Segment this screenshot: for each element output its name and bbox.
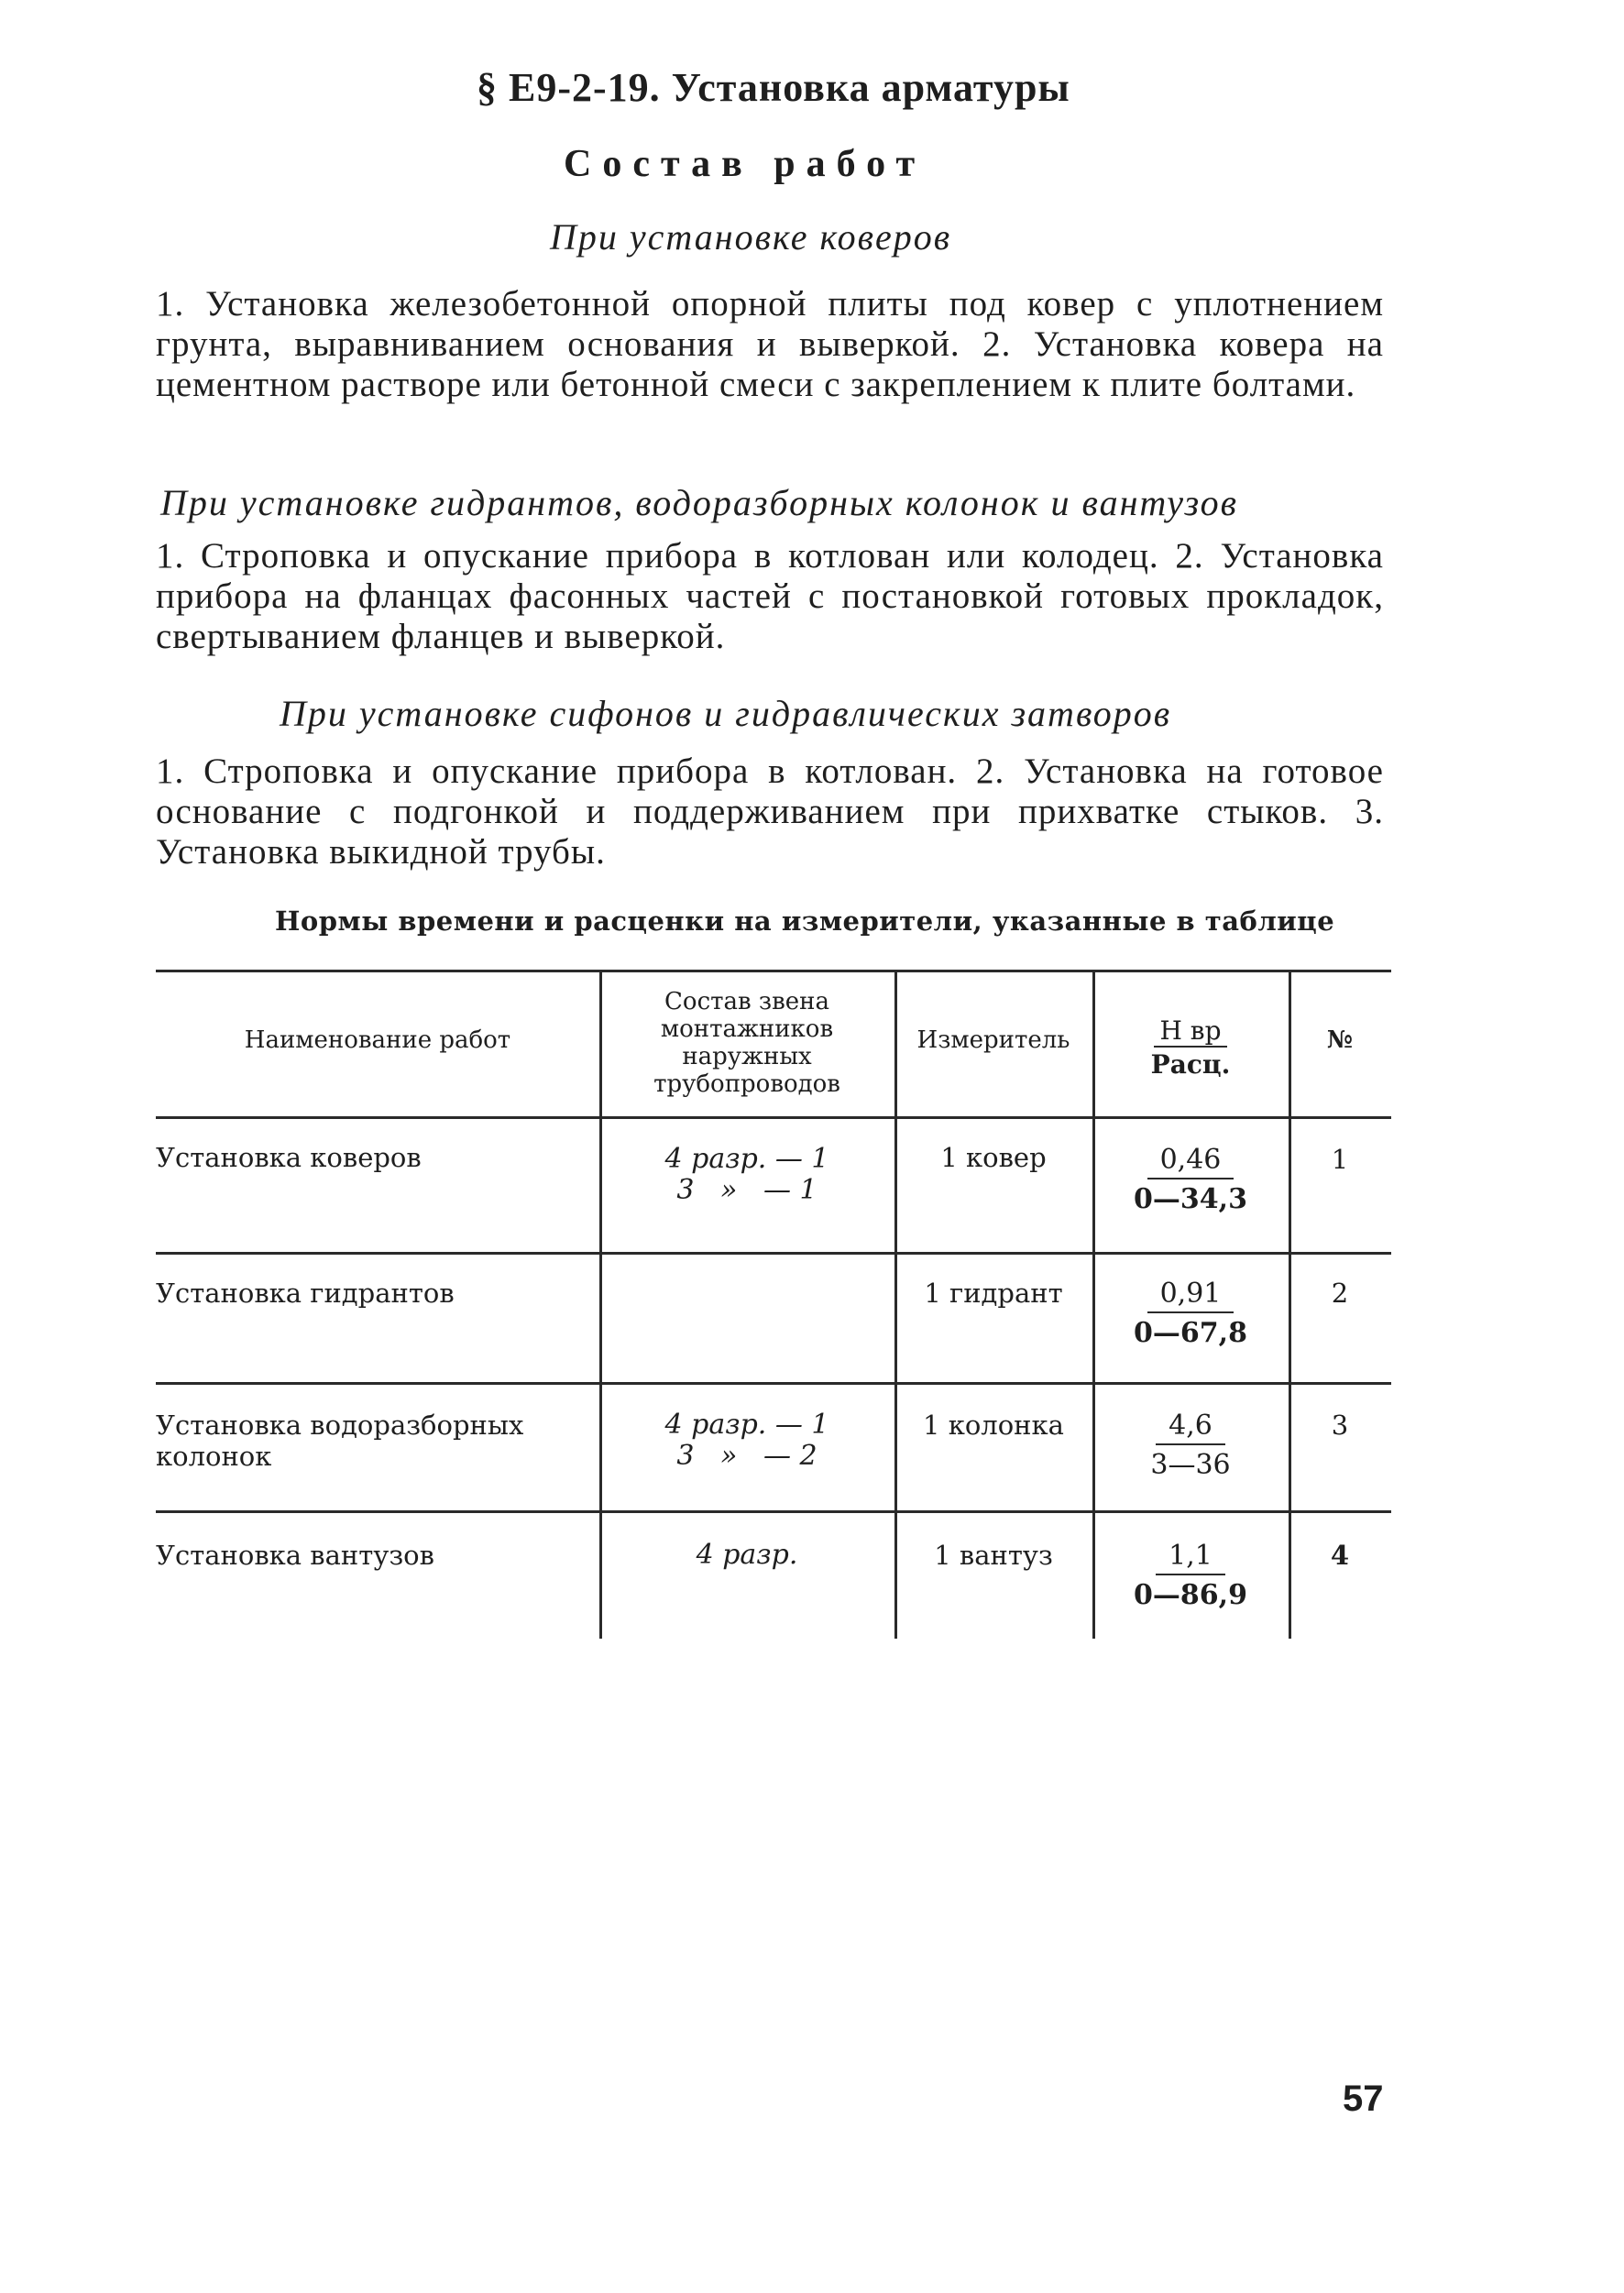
row-2-norm bbox=[1122, 1278, 1259, 1349]
row-4-crew: 4 разр. bbox=[696, 1539, 798, 1571]
hydrant-installation-heading: При установке гидрантов, водоразборных колонок и вантузов bbox=[160, 482, 1238, 523]
table-rule bbox=[156, 1382, 1391, 1385]
row-2-name: Установка гидрантов bbox=[156, 1278, 455, 1309]
row-4-time: 1,1 bbox=[1156, 1540, 1225, 1575]
table-rule bbox=[599, 970, 602, 1639]
hydrant-installation-text: 1. Строповка и опускание прибора в котлован или колодец. 2. Установка прибора на фланцах фасонных частей с постановкой готовых прокладок, свертыванием фланцев и выверкой. bbox=[156, 536, 1384, 656]
row-3-time: 4,6 bbox=[1156, 1410, 1225, 1445]
row-4-norm bbox=[1122, 1540, 1259, 1611]
carpet-installation-heading: При установке коверов bbox=[550, 216, 952, 258]
header-norm-price: Расц. bbox=[1150, 1049, 1231, 1080]
work-composition-heading: Состав работ bbox=[564, 143, 927, 185]
row-3-number: 3 bbox=[1331, 1410, 1349, 1441]
header-norm-time: Н вр bbox=[1154, 1015, 1226, 1048]
row-2-unit: 1 гидрант bbox=[924, 1278, 1063, 1309]
row-3-norm bbox=[1122, 1410, 1259, 1481]
row-1-norm bbox=[1122, 1144, 1259, 1215]
siphon-installation-text: 1. Строповка и опускание прибора в котлован. 2. Установка на готовое основание с подгонкой и поддерживанием при прихватке стыков. 3. Установка выкидной трубы. bbox=[156, 752, 1384, 872]
row-3-unit: 1 колонка bbox=[923, 1410, 1064, 1441]
row-1-price: 0—34,3 bbox=[1134, 1183, 1247, 1215]
table-rule bbox=[156, 970, 1391, 972]
row-4-number: 4 bbox=[1330, 1540, 1350, 1571]
table-rule bbox=[156, 1252, 1391, 1255]
norms-table bbox=[156, 970, 1391, 1639]
header-number: № bbox=[1326, 1026, 1354, 1054]
row-3-price: 3—36 bbox=[1150, 1449, 1231, 1481]
table-rule bbox=[156, 1510, 1391, 1513]
row-2-number: 2 bbox=[1331, 1278, 1349, 1309]
siphon-installation-heading: При установке сифонов и гидравлических затворов bbox=[280, 693, 1172, 734]
row-1-time: 0,46 bbox=[1147, 1144, 1234, 1179]
table-rule bbox=[156, 1116, 1391, 1119]
header-work-name: Наименование работ bbox=[244, 1026, 511, 1054]
row-4-name: Установка вантузов bbox=[156, 1540, 434, 1571]
carpet-installation-text: 1. Установка железобетонной опорной плиты под ковер с уплотнением грунта, выравниванием основания и выверкой. 2. Установка ковера на цементном растворе или бетонной смеси с закреплением к плите болтами. bbox=[156, 284, 1384, 404]
row-2-price: 0—67,8 bbox=[1134, 1317, 1247, 1349]
row-3-crew: 4 разр. — 1 3 » — 2 bbox=[664, 1409, 829, 1472]
row-4-price: 0—86,9 bbox=[1134, 1579, 1247, 1611]
table-caption: Нормы времени и расценки на измерители, указанные в таблице bbox=[275, 905, 1335, 937]
row-2-time: 0,91 bbox=[1147, 1278, 1234, 1313]
header-unit: Измеритель bbox=[916, 1026, 1070, 1054]
row-1-crew: 4 разр. — 1 3 » — 1 bbox=[664, 1143, 829, 1206]
header-crew: Состав звена монтажников наружных трубопроводов bbox=[653, 988, 840, 1098]
page-number: 57 bbox=[1343, 2079, 1384, 2119]
row-1-name: Установка коверов bbox=[156, 1142, 422, 1173]
row-1-unit: 1 ковер bbox=[940, 1142, 1047, 1173]
section-title: § Е9-2-19. Установка арматуры bbox=[477, 65, 1070, 110]
row-1-number: 1 bbox=[1331, 1144, 1349, 1175]
row-4-unit: 1 вантуз bbox=[934, 1540, 1053, 1571]
row-3-name: Установка водоразборных колонок bbox=[156, 1410, 524, 1472]
header-norm bbox=[1092, 1015, 1289, 1080]
